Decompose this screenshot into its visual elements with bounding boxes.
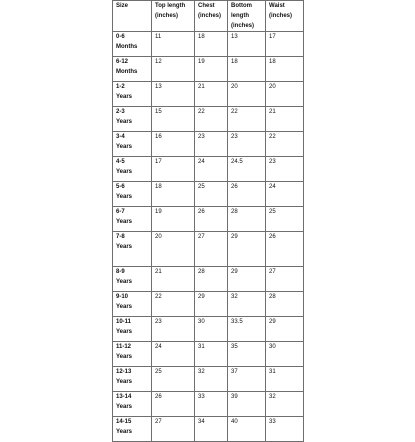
cell-bottom-length: 33.5	[228, 317, 266, 342]
cell-bottom-length: 23	[228, 132, 266, 157]
table-row	[113, 182, 304, 207]
header-size: Size	[113, 1, 152, 32]
cell-size	[113, 57, 152, 82]
cell-size	[113, 207, 152, 232]
cell-waist: 21	[266, 107, 304, 132]
cell-bottom-length: 22	[228, 107, 266, 132]
cell-waist: 31	[266, 367, 304, 392]
cell-size	[113, 367, 152, 392]
size-unit: Years	[116, 219, 133, 225]
cell-size	[113, 317, 152, 342]
cell-waist: 33	[266, 417, 304, 442]
cell-size	[113, 417, 152, 442]
header-waist: Waist (inches)	[266, 1, 304, 32]
size-chart-body	[113, 32, 304, 442]
table-row	[113, 232, 304, 267]
table-row	[113, 392, 304, 417]
cell-bottom-length: 29	[228, 232, 266, 267]
cell-size	[113, 232, 152, 267]
cell-bottom-length: 37	[228, 367, 266, 392]
cell-chest: 23	[195, 132, 228, 157]
size-unit: Years	[116, 244, 133, 250]
table-row	[113, 342, 304, 367]
table-row	[113, 367, 304, 392]
cell-chest: 32	[195, 367, 228, 392]
cell-waist: 28	[266, 292, 304, 317]
table-row	[113, 267, 304, 292]
size-unit: Years	[116, 429, 133, 435]
cell-chest: 18	[195, 32, 228, 57]
cell-top-length: 26	[152, 392, 195, 417]
size-range: 6-7	[116, 209, 125, 215]
cell-top-length: 16	[152, 132, 195, 157]
size-unit: Years	[116, 329, 133, 335]
cell-chest: 19	[195, 57, 228, 82]
cell-size	[113, 132, 152, 157]
cell-bottom-length: 24.5	[228, 157, 266, 182]
header-top-length: Top length (inches)	[152, 1, 195, 32]
cell-chest: 24	[195, 157, 228, 182]
cell-top-length: 19	[152, 207, 195, 232]
table-row	[113, 82, 304, 107]
cell-size	[113, 292, 152, 317]
size-range: 3-4	[116, 134, 125, 140]
size-range: 5-6	[116, 184, 125, 190]
table-row	[113, 157, 304, 182]
cell-chest: 33	[195, 392, 228, 417]
size-unit: Years	[116, 379, 133, 385]
cell-waist: 24	[266, 182, 304, 207]
cell-size	[113, 267, 152, 292]
table-row	[113, 207, 304, 232]
size-range: 6-12	[116, 59, 129, 65]
size-chart-table	[112, 0, 304, 442]
header-row	[113, 1, 304, 32]
size-unit: Months	[116, 69, 138, 75]
cell-chest: 29	[195, 292, 228, 317]
cell-top-length: 12	[152, 57, 195, 82]
cell-bottom-length: 18	[228, 57, 266, 82]
cell-bottom-length: 32	[228, 292, 266, 317]
cell-chest: 21	[195, 82, 228, 107]
table-row	[113, 57, 304, 82]
cell-waist: 30	[266, 342, 304, 367]
table-row	[113, 317, 304, 342]
cell-chest: 26	[195, 207, 228, 232]
header-bottom-length: Bottom length (inches)	[228, 1, 266, 32]
size-range: 14-15	[116, 419, 132, 425]
header-chest: Chest (inches)	[195, 1, 228, 32]
size-unit: Years	[116, 94, 133, 100]
size-unit: Years	[116, 169, 133, 175]
cell-waist: 18	[266, 57, 304, 82]
size-range: 13-14	[116, 394, 132, 400]
size-range: 10-11	[116, 319, 132, 325]
size-range: 7-8	[116, 234, 125, 240]
cell-top-length: 20	[152, 232, 195, 267]
cell-waist: 23	[266, 157, 304, 182]
cell-top-length: 24	[152, 342, 195, 367]
cell-waist: 17	[266, 32, 304, 57]
table-row	[113, 132, 304, 157]
cell-waist: 27	[266, 267, 304, 292]
cell-chest: 22	[195, 107, 228, 132]
cell-size	[113, 157, 152, 182]
cell-waist: 20	[266, 82, 304, 107]
cell-bottom-length: 26	[228, 182, 266, 207]
cell-chest: 31	[195, 342, 228, 367]
size-range: 4-5	[116, 159, 125, 165]
table-row	[113, 32, 304, 57]
size-unit: Years	[116, 144, 133, 150]
cell-chest: 25	[195, 182, 228, 207]
cell-top-length: 23	[152, 317, 195, 342]
cell-chest: 30	[195, 317, 228, 342]
table-row	[113, 417, 304, 442]
cell-top-length: 13	[152, 82, 195, 107]
cell-chest: 27	[195, 232, 228, 267]
cell-chest: 34	[195, 417, 228, 442]
cell-chest: 28	[195, 267, 228, 292]
table-row	[113, 107, 304, 132]
size-unit: Years	[116, 194, 133, 200]
cell-size	[113, 182, 152, 207]
size-unit: Years	[116, 404, 133, 410]
size-unit: Years	[116, 279, 133, 285]
cell-bottom-length: 35	[228, 342, 266, 367]
size-range: 2-3	[116, 109, 125, 115]
size-range: 0-6	[116, 34, 125, 40]
cell-waist: 22	[266, 132, 304, 157]
cell-size	[113, 107, 152, 132]
size-range: 9-10	[116, 294, 129, 300]
cell-bottom-length: 39	[228, 392, 266, 417]
cell-top-length: 18	[152, 182, 195, 207]
cell-top-length: 22	[152, 292, 195, 317]
cell-size	[113, 392, 152, 417]
cell-top-length: 25	[152, 367, 195, 392]
cell-bottom-length: 13	[228, 32, 266, 57]
cell-top-length: 17	[152, 157, 195, 182]
cell-top-length: 21	[152, 267, 195, 292]
size-range: 12-13	[116, 369, 132, 375]
size-unit: Years	[116, 354, 133, 360]
size-range: 1-2	[116, 84, 125, 90]
cell-bottom-length: 20	[228, 82, 266, 107]
cell-bottom-length: 40	[228, 417, 266, 442]
cell-bottom-length: 28	[228, 207, 266, 232]
cell-waist: 29	[266, 317, 304, 342]
cell-size	[113, 342, 152, 367]
cell-waist: 25	[266, 207, 304, 232]
size-unit: Years	[116, 119, 133, 125]
size-range: 11-12	[116, 344, 132, 350]
size-unit: Years	[116, 304, 133, 310]
size-unit: Months	[116, 44, 138, 50]
cell-bottom-length: 29	[228, 267, 266, 292]
cell-top-length: 15	[152, 107, 195, 132]
cell-waist: 26	[266, 232, 304, 267]
cell-top-length: 27	[152, 417, 195, 442]
cell-waist: 32	[266, 392, 304, 417]
cell-size	[113, 82, 152, 107]
size-range: 8-9	[116, 269, 125, 275]
table-row	[113, 292, 304, 317]
cell-size	[113, 32, 152, 57]
cell-top-length: 11	[152, 32, 195, 57]
